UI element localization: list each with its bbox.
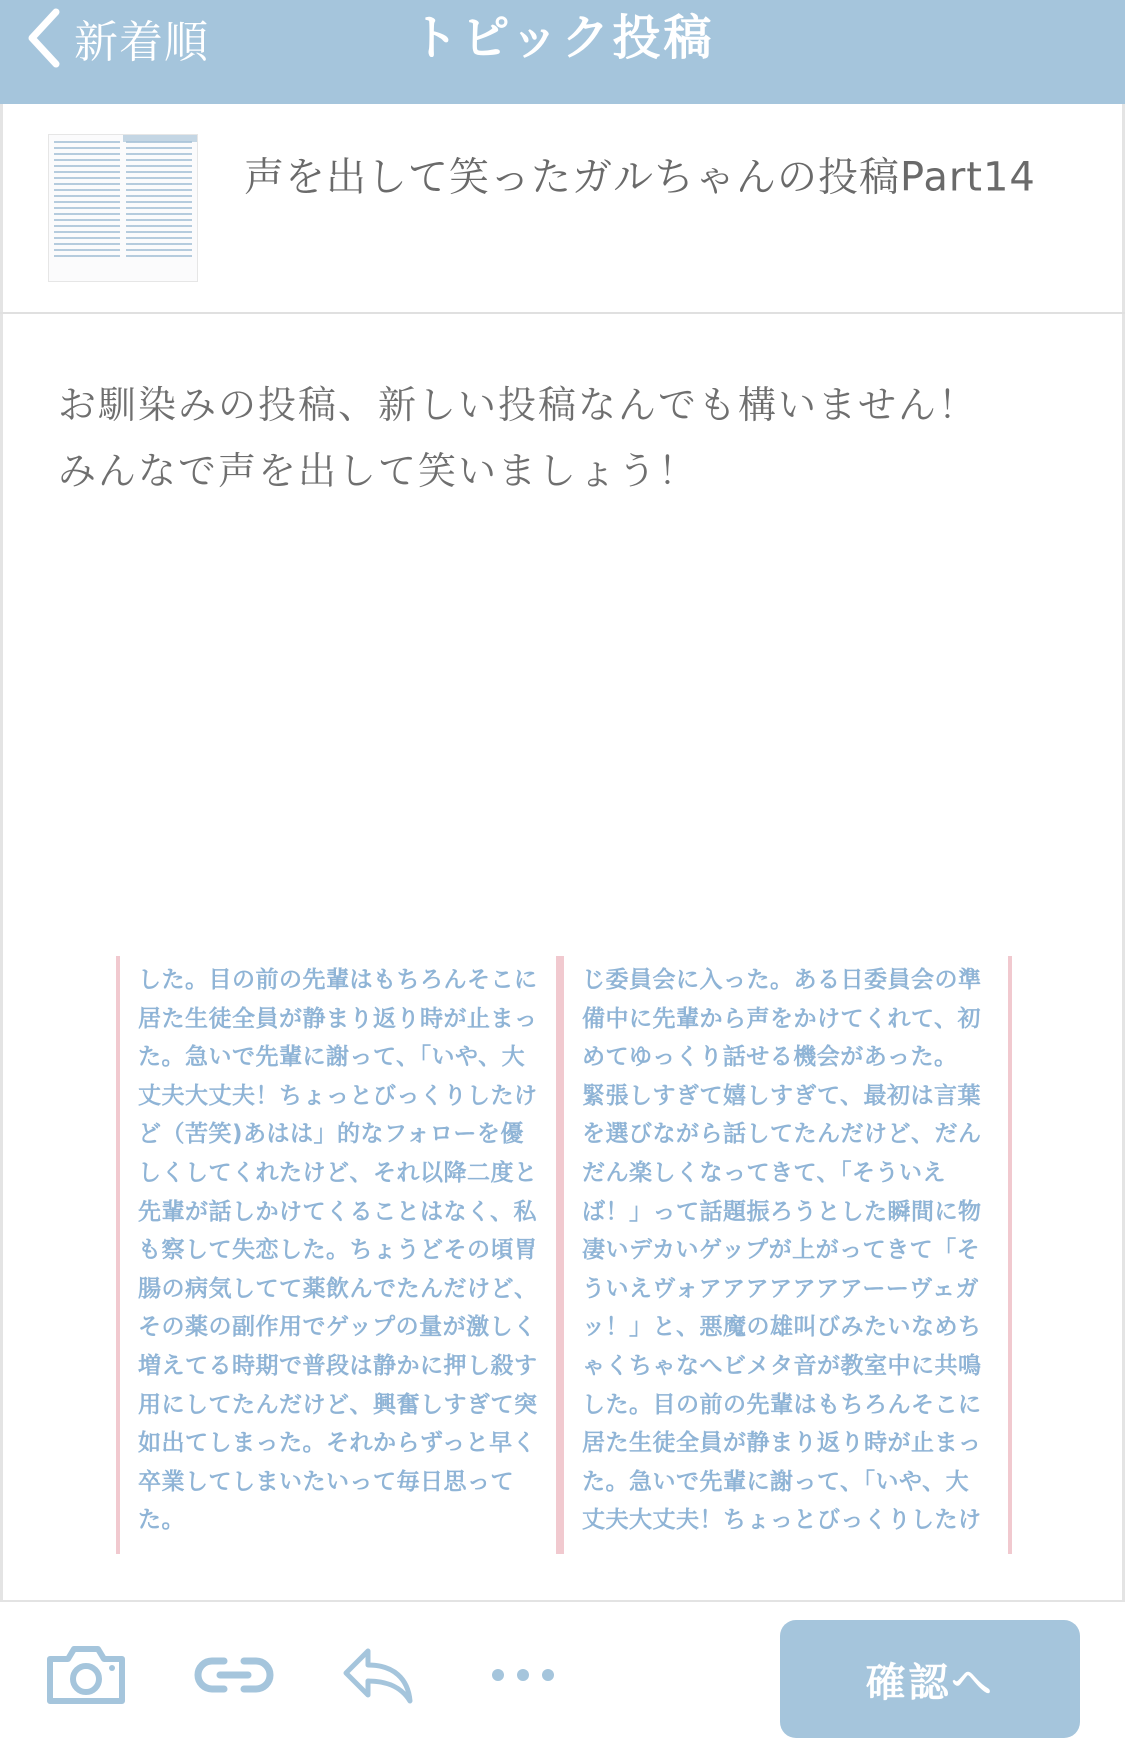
chevron-left-icon bbox=[24, 6, 64, 70]
more-icon bbox=[488, 1665, 558, 1685]
image-text-line: ういえヴォアアアアアアアーーヴェガ bbox=[582, 1275, 979, 1302]
topic-body[interactable] bbox=[58, 372, 1058, 504]
back-button[interactable] bbox=[24, 0, 209, 76]
image-text-line: を選びながら話してたんだけど、だん bbox=[582, 1121, 982, 1148]
body-line: お馴染みの投稿、新しい投稿なんでも構いません！ bbox=[58, 383, 979, 427]
link-icon bbox=[194, 1653, 274, 1697]
thumbnail-column bbox=[54, 141, 120, 261]
reply-button[interactable] bbox=[340, 1640, 416, 1710]
bottom-toolbar bbox=[0, 1600, 1125, 1752]
camera-button[interactable] bbox=[44, 1640, 128, 1710]
image-text-line: した。目の前の先輩はもちろんそこに bbox=[582, 1391, 982, 1418]
image-text-line: も察して失恋した。ちょうどその頃胃 bbox=[138, 1237, 538, 1264]
topic-header bbox=[0, 104, 1125, 314]
camera-icon bbox=[44, 1643, 128, 1707]
more-button[interactable] bbox=[488, 1640, 558, 1710]
attached-image[interactable] bbox=[116, 956, 1012, 1554]
image-text-line: ば！」って話題振ろうとした瞬間に物 bbox=[582, 1198, 982, 1225]
image-text-line: 腸の病気してて薬飲んでたんだけど、 bbox=[138, 1275, 538, 1302]
reply-icon bbox=[340, 1645, 416, 1705]
confirm-button[interactable]: 確認へ bbox=[780, 1620, 1080, 1738]
image-text-line: 居た生徒全員が静まり返り時が止まっ bbox=[582, 1430, 982, 1457]
image-text-line: た。 bbox=[138, 1507, 185, 1534]
image-text-line: 緊張しすぎて嬉しすぎて、最初は言葉 bbox=[582, 1082, 982, 1109]
back-label: 新着順 bbox=[74, 17, 209, 68]
image-text-line: だん楽しくなってきて、「そういえ bbox=[582, 1159, 947, 1186]
image-text-line: ゃくちゃなへビメタ音が教室中に共鳴 bbox=[582, 1352, 982, 1379]
topic-thumbnail bbox=[48, 134, 198, 282]
navigation-bar bbox=[0, 0, 1125, 104]
image-text-line: た。急いで先輩に謝って、「いや、大 bbox=[582, 1468, 970, 1495]
image-text-line: 先輩が話しかけてくることはなく、私 bbox=[138, 1198, 538, 1225]
image-text-line: 備中に先輩から声をかけてくれて、初 bbox=[582, 1005, 982, 1032]
image-text-line: 丈夫大丈夫！ちょっとびっくりしたけ bbox=[582, 1507, 982, 1534]
image-page-right bbox=[560, 956, 1012, 1554]
image-text-line: しくしてくれたけど、それ以降二度と bbox=[138, 1159, 538, 1186]
page-title: トピック投稿 bbox=[410, 10, 715, 66]
image-text-line: た。急いで先輩に謝って、「いや、大 bbox=[138, 1044, 526, 1071]
topic-title: 声を出して笑ったガルちゃんの投稿Part14 bbox=[244, 154, 1036, 201]
image-text-line: 卒業してしまいたいって毎日思って bbox=[138, 1468, 514, 1495]
image-text-line: 如出てしまった。それからずっと早く bbox=[138, 1430, 537, 1457]
image-text-line: じ委員会に入った。ある日委員会の準 bbox=[582, 967, 982, 993]
image-text-line: 用にしてたんだけど、興奮しすぎて突 bbox=[138, 1391, 538, 1418]
image-page-left bbox=[116, 956, 560, 1554]
link-button[interactable] bbox=[194, 1640, 274, 1710]
image-text-line: めてゆっくり話せる機会があった。 bbox=[582, 1044, 958, 1071]
image-text-left bbox=[138, 961, 538, 1540]
image-text-line: ッ！」と、悪魔の雄叫びみたいなめち bbox=[582, 1314, 982, 1341]
image-text-line: 凄いデカいゲップが上がってきて「そ bbox=[582, 1237, 981, 1264]
image-text-line: ど（苦笑)あはは」的なフォローを優 bbox=[138, 1121, 524, 1148]
image-text-line: 丈夫大丈夫！ちょっとびっくりしたけ bbox=[138, 1082, 538, 1109]
image-text-right bbox=[582, 961, 982, 1540]
image-text-line: した。目の前の先輩はもちろんそこに bbox=[138, 967, 538, 993]
image-text-line: 居た生徒全員が静まり返り時が止まっ bbox=[138, 1005, 538, 1032]
thumbnail-column bbox=[126, 141, 192, 261]
body-line: みんなで声を出して笑いましょう！ bbox=[58, 449, 699, 493]
image-text-line: 増えてる時期で普段は静かに押し殺す bbox=[138, 1352, 538, 1379]
image-text-line: その薬の副作用でゲップの量が激しく bbox=[138, 1314, 537, 1341]
